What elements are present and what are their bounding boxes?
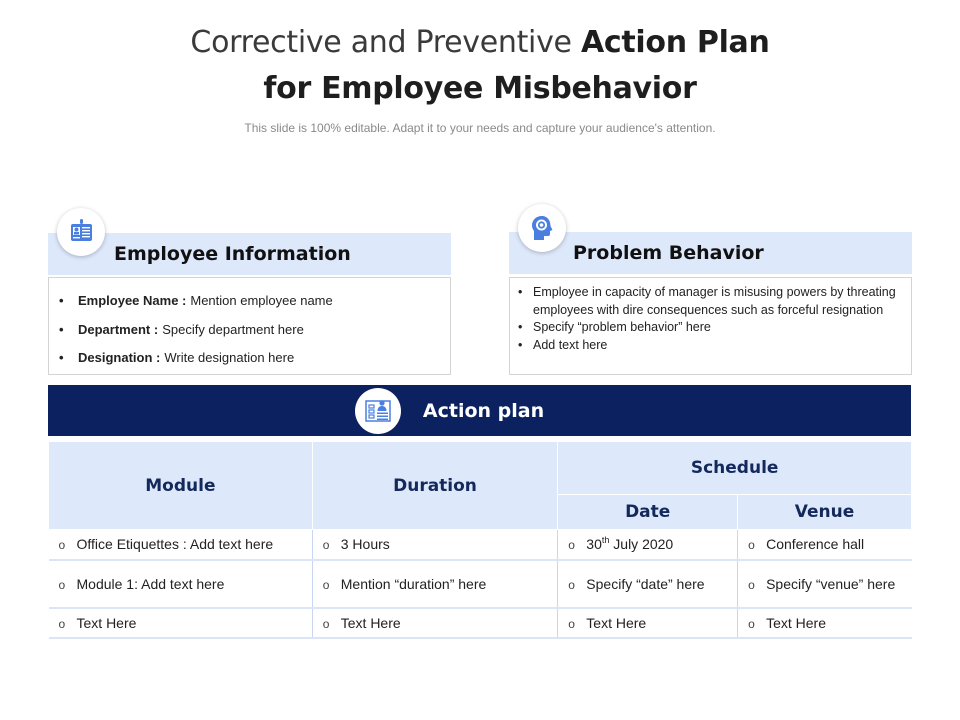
- title-bold: Action Plan: [580, 25, 770, 60]
- cell-duration: o 3 Hours: [312, 530, 558, 560]
- cell-venue: o Specify “venue” here: [738, 560, 912, 608]
- head-gear-icon: [518, 204, 566, 252]
- cell-module: o Module 1: Add text here: [49, 560, 313, 608]
- item-value: Mention employee name: [190, 293, 333, 308]
- item-label: Department :: [78, 321, 159, 337]
- header-schedule: Schedule: [558, 442, 912, 495]
- subtitle: This slide is 100% editable. Adapt it to your needs and capture your audience's attention.: [244, 121, 716, 135]
- cell-date: o Specify “date” here: [558, 560, 738, 608]
- cell-date: o Text Here: [558, 608, 738, 638]
- plan-board-icon: [355, 388, 401, 434]
- cell-venue: o Conference hall: [738, 530, 912, 560]
- table-row: [49, 608, 912, 638]
- action-plan-title: Action plan: [422, 399, 545, 422]
- page-title: [0, 20, 960, 112]
- employee-info-title: Employee Information: [114, 243, 351, 265]
- title-light: Corrective and Preventive: [190, 25, 581, 60]
- employee-info-heading: [48, 233, 451, 275]
- problem-behavior-heading: [509, 232, 912, 274]
- problem-behavior-title: Problem Behavior: [573, 242, 764, 264]
- item-value: Specify department here: [162, 321, 304, 337]
- table-row: [49, 530, 912, 560]
- list-item: • Specify “problem behavior” here: [518, 319, 901, 337]
- item-text: Specify “problem behavior” here: [533, 320, 711, 334]
- item-label: Designation :: [78, 350, 161, 365]
- employee-info-body: [48, 277, 451, 375]
- cell-module: o Text Here: [49, 608, 313, 638]
- cell-date: o 30th July 2020: [558, 530, 738, 560]
- item-label: Employee Name :: [78, 293, 187, 308]
- list-item: • Add text here: [518, 337, 901, 355]
- action-plan-table: [48, 441, 912, 639]
- cell-module: o Office Etiquettes : Add text here: [49, 530, 313, 560]
- action-plan-banner: [48, 385, 911, 436]
- title-line2: for Employee Misbehavior: [263, 71, 697, 106]
- cell-duration: o Mention “duration” here: [312, 560, 558, 608]
- problem-behavior-body: [509, 277, 912, 375]
- item-value: Write designation here: [164, 350, 295, 365]
- id-badge-icon: [57, 208, 105, 256]
- list-item: • Employee in capacity of manager is misusing powers by threating employees with dire consequences such as forceful resignation: [518, 284, 901, 319]
- header-duration: Duration: [312, 442, 558, 530]
- list-item: • Department : Specify department here: [59, 321, 304, 337]
- list-item: • Designation : Write designation here: [59, 350, 295, 365]
- cell-duration: o Text Here: [312, 608, 558, 638]
- item-text: Add text here: [533, 337, 608, 352]
- cell-venue: o Text Here: [738, 608, 912, 638]
- table-row: [49, 560, 912, 608]
- header-date: Date: [558, 495, 738, 530]
- list-item: • Employee Name : Mention employee name: [59, 293, 333, 308]
- header-venue: Venue: [738, 495, 912, 530]
- header-module: Module: [49, 442, 313, 530]
- item-text: Employee in capacity of manager is misusing powers by threating employees with dire consequences such as forceful resignation: [533, 285, 896, 317]
